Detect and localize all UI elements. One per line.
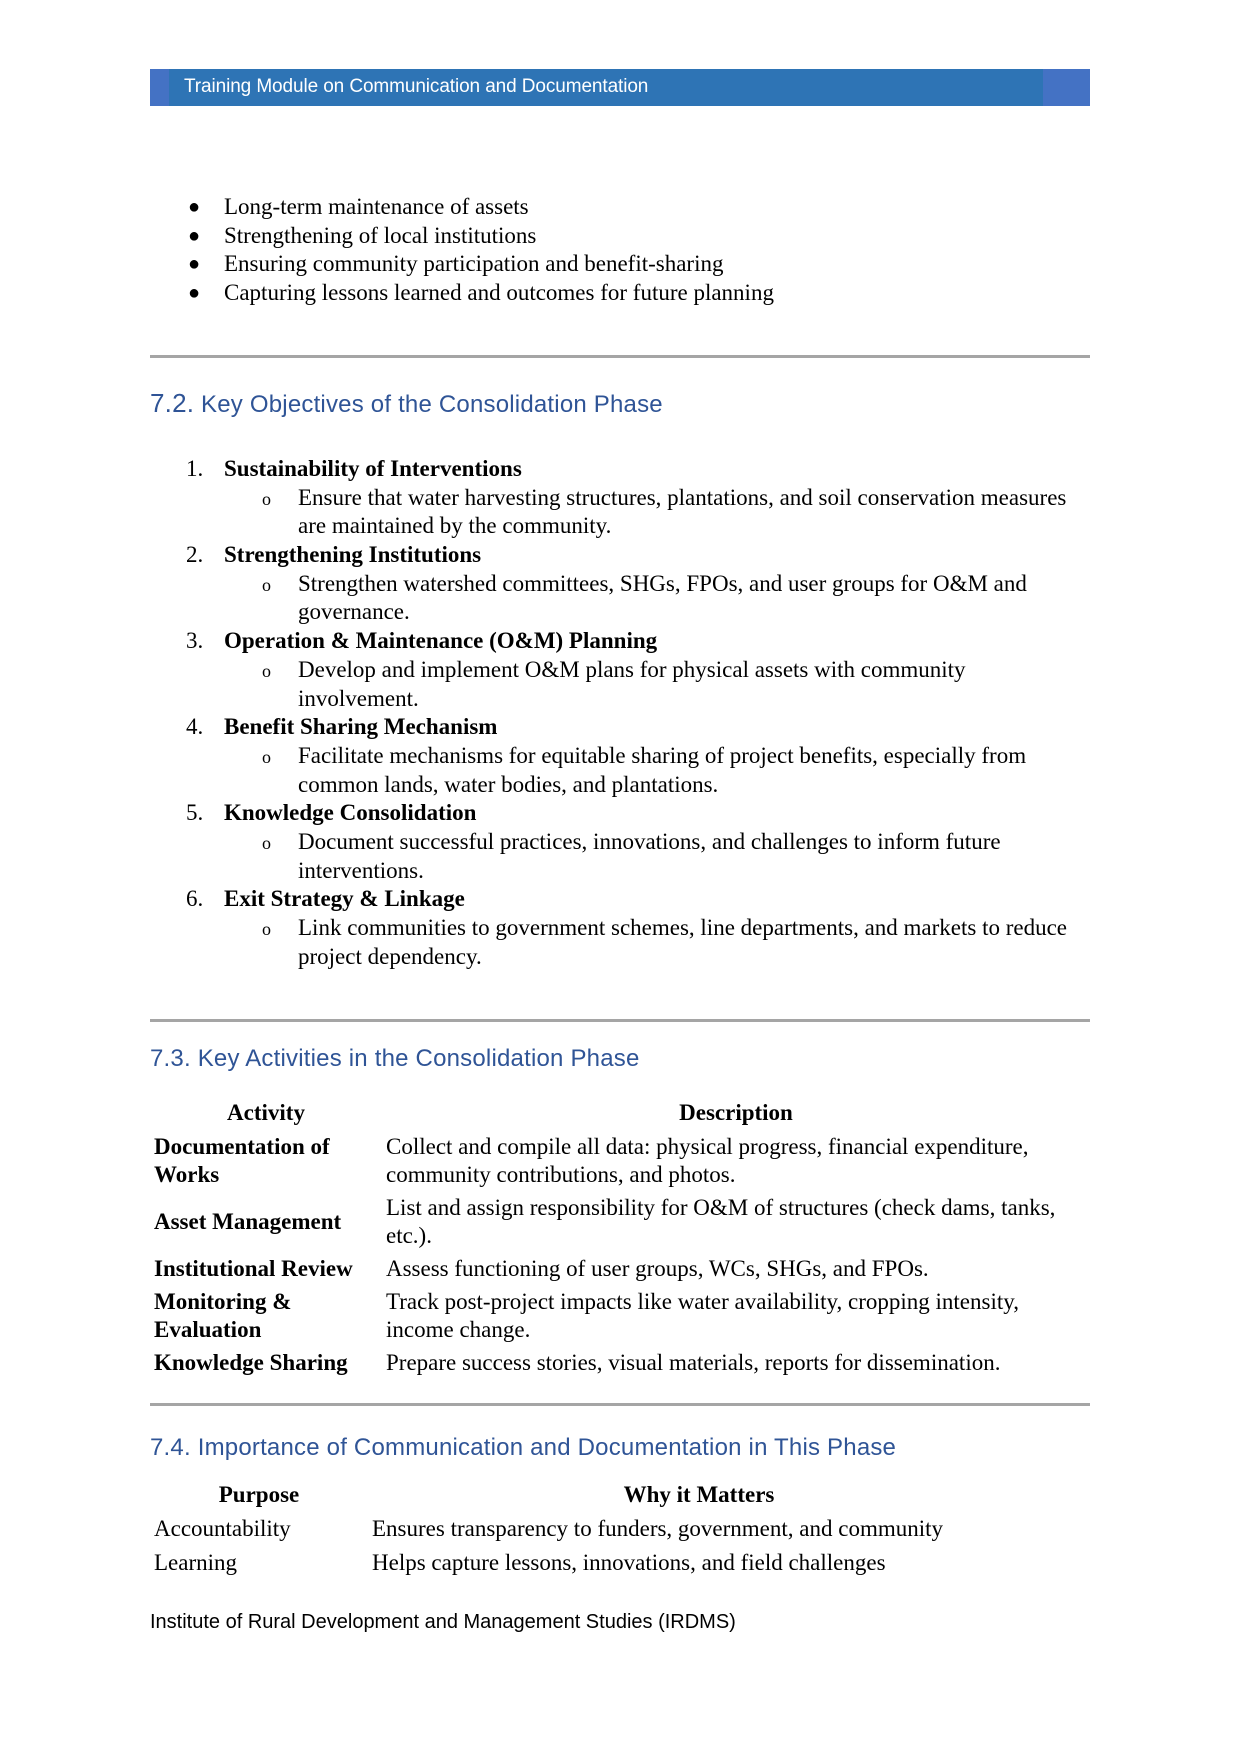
column-header-description: Description	[679, 1100, 793, 1125]
table-header-row	[150, 1478, 1030, 1512]
header-accent-right	[1043, 69, 1090, 106]
sub-bullet-icon: o	[262, 746, 271, 767]
column-header-activity: Activity	[227, 1100, 305, 1125]
objective-title: Knowledge Consolidation	[224, 800, 477, 826]
section-heading-7-2: 7.2. Key Objectives of the Consolidation Phase	[150, 388, 663, 418]
table-row	[150, 1253, 1090, 1286]
objective-detail: Ensure that water harvesting structures, plantations, and soil conservation measures are maintained by the community.	[298, 484, 1067, 539]
objective-title: Exit Strategy & Linkage	[224, 886, 465, 912]
activity-cell: Monitoring & Evaluation	[154, 1289, 292, 1342]
header-banner	[150, 69, 1090, 106]
objectives-list	[0, 455, 1241, 972]
page-footer: Institute of Rural Development and Management Studies (IRDMS)	[150, 1611, 736, 1633]
sub-bullet-icon: o	[262, 574, 271, 595]
objective-item: 6. Exit Strategy & Linkage o Link communities to government schemes, line departments, and markets to reduce project dependency.	[186, 886, 1068, 969]
section-divider	[150, 355, 1090, 358]
table-row	[150, 1347, 1090, 1380]
purpose-cell: Accountability	[154, 1516, 291, 1541]
objective-title: Strengthening Institutions	[224, 542, 482, 568]
objective-title: Sustainability of Interventions	[224, 456, 522, 481]
objective-title: Benefit Sharing Mechanism	[224, 714, 498, 740]
section-divider	[150, 1019, 1090, 1022]
description-cell: Collect and compile all data: physical progress, financial expenditure, community contributions, and photos.	[386, 1134, 1029, 1187]
header-accent-left	[150, 69, 169, 106]
section-divider	[150, 1403, 1090, 1406]
why-cell: Ensures transparency to funders, government, and community	[372, 1516, 944, 1541]
objective-item: 1. Sustainability of Interventions o Ensure that water harvesting structures, plantations, and soil conservation measures are maintained by the community.	[186, 456, 1067, 539]
objective-item: 5. Knowledge Consolidation o Document successful practices, innovations, and challenges to inform future interventions.	[186, 800, 1001, 883]
objective-detail: Develop and implement O&M plans for physical assets with community involvement.	[298, 656, 966, 711]
table-header-row	[150, 1097, 1090, 1131]
header-title: Training Module on Communication and Documentation	[184, 76, 649, 97]
section-heading-7-3: 7.3. Key Activities in the Consolidation Phase	[150, 1045, 640, 1072]
objective-title: Operation & Maintenance (O&M) Planning	[224, 628, 658, 654]
objective-detail: Link communities to government schemes, line departments, and markets to reduce project dependency.	[298, 915, 1068, 969]
importance-table	[150, 1478, 1030, 1580]
objective-detail: Document successful practices, innovations, and challenges to inform future interventions.	[298, 829, 1001, 883]
table-row	[150, 1286, 1090, 1347]
list-item: ● Capturing lessons learned and outcomes for future planning	[188, 279, 774, 305]
bullet-icon: ●	[188, 281, 201, 304]
description-cell: Track post-project impacts like water availability, cropping intensity, income change.	[386, 1289, 1019, 1342]
column-header-purpose: Purpose	[218, 1482, 300, 1507]
objective-detail: Facilitate mechanisms for equitable sharing of project benefits, especially from common lands, water bodies, and plantations.	[298, 742, 1027, 797]
purpose-cell: Learning	[154, 1550, 238, 1575]
list-item: ● Strengthening of local institutions	[188, 222, 537, 248]
list-item: ● Ensuring community participation and benefit-sharing	[188, 251, 724, 276]
objective-item: 2. Strengthening Institutions o Strengthen watershed committees, SHGs, FPOs, and user groups for O&M and governance.	[186, 542, 1027, 625]
sub-bullet-icon: o	[262, 833, 271, 854]
activity-cell: Asset Management	[154, 1209, 342, 1234]
bullet-icon: ●	[188, 196, 201, 218]
sub-bullet-icon: o	[262, 660, 271, 681]
objective-detail: Strengthen watershed committees, SHGs, FPOs, and user groups for O&M and governance.	[298, 570, 1027, 625]
activities-table	[150, 1097, 1090, 1380]
table-row	[150, 1512, 1030, 1546]
description-cell: Assess functioning of user groups, WCs, SHGs, and FPOs.	[386, 1256, 929, 1281]
column-header-why-it-matters: Why it Matters	[623, 1482, 775, 1507]
why-cell: Helps capture lessons, innovations, and field challenges	[372, 1550, 886, 1575]
description-cell: Prepare success stories, visual materials, reports for dissemination.	[386, 1350, 1001, 1375]
list-item: ● Long-term maintenance of assets	[188, 194, 529, 219]
description-cell: List and assign responsibility for O&M of structures (check dams, tanks, etc.).	[386, 1195, 1056, 1248]
section-heading-7-4: 7.4. Importance of Communication and Documentation in This Phase	[150, 1434, 897, 1461]
table-row	[150, 1131, 1090, 1192]
objective-item: 3. Operation & Maintenance (O&M) Planning o Develop and implement O&M plans for physical assets with community involvement.	[186, 628, 966, 711]
activity-cell: Institutional Review	[154, 1256, 353, 1281]
sub-bullet-icon: o	[262, 919, 271, 940]
table-row	[150, 1192, 1090, 1253]
activity-cell: Knowledge Sharing	[154, 1350, 348, 1375]
objective-item: 4. Benefit Sharing Mechanism o Facilitate mechanisms for equitable sharing of project benefits, especially from common lands, water bodies, and plantations.	[186, 714, 1027, 797]
table-row	[150, 1546, 1030, 1580]
activity-cell: Documentation of Works	[154, 1134, 330, 1187]
bullet-icon: ●	[188, 253, 201, 275]
intro-bullet-list	[0, 193, 774, 307]
sub-bullet-icon: o	[262, 488, 271, 509]
bullet-icon: ●	[188, 224, 201, 247]
